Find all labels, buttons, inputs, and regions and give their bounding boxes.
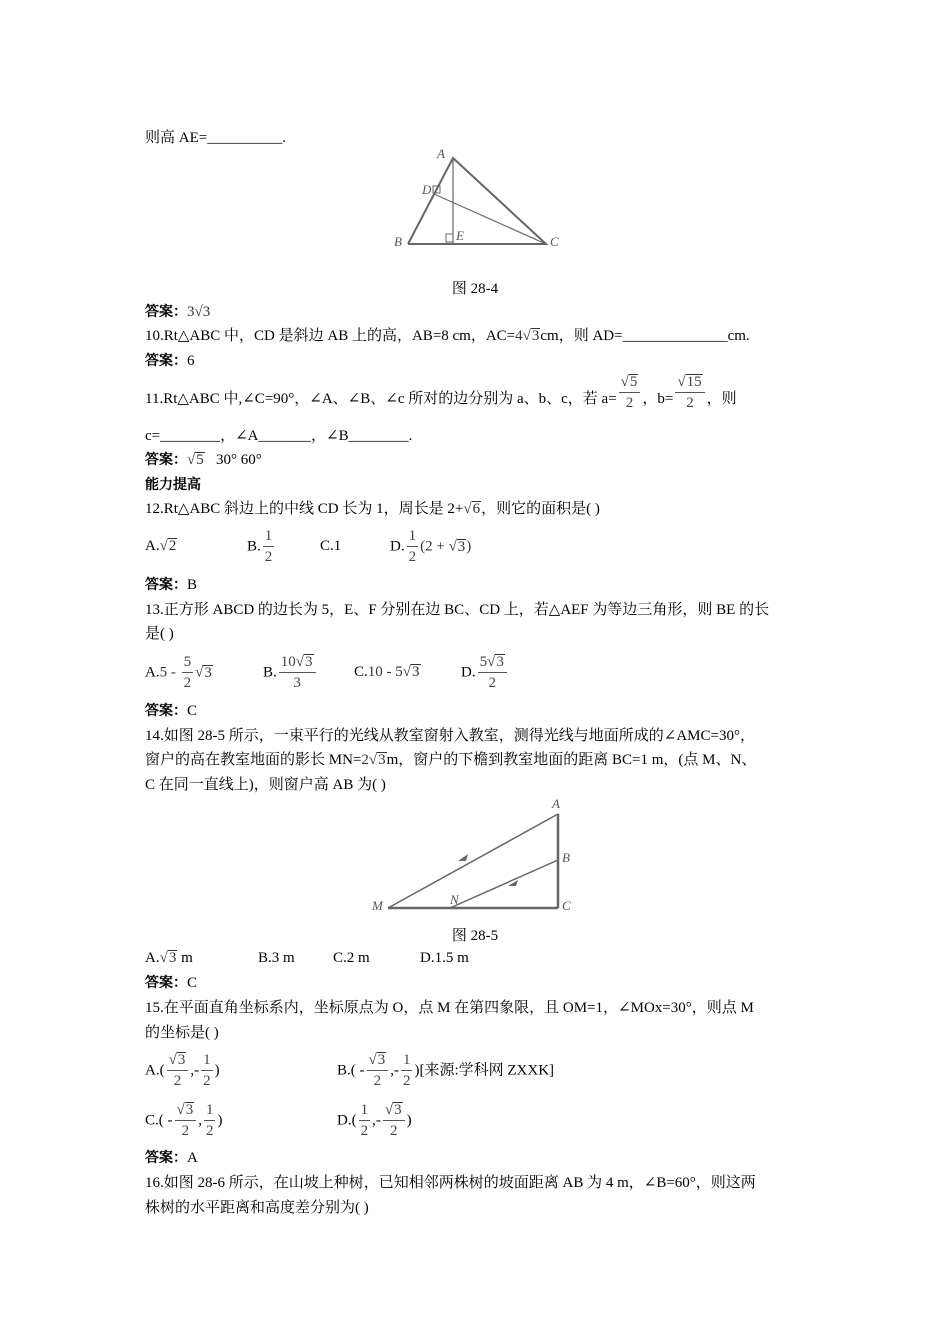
answer-label: 答案： — [145, 703, 187, 719]
question-15-cont: 的坐标是( ) — [145, 1025, 219, 1041]
q13-a-minus: - — [167, 664, 180, 681]
fig5-label-a: A — [552, 796, 560, 811]
fig4-label-d: D — [422, 182, 432, 197]
fig5-label-b: B — [562, 850, 570, 865]
figure-28-5 — [370, 792, 580, 918]
answer-10 — [145, 351, 195, 371]
q12-text: 12.Rt△ABC 斜边上的中线 CD 长为 1，周长是 2+ — [145, 501, 464, 517]
opt-label: A. — [145, 538, 160, 554]
question-13: 13.正方形 ABCD 的边长为 5，E、F 分别在边 BC、CD 上，若△AEF 为等边三角形，则 BE 的长 — [145, 602, 770, 618]
answer-label: 答案： — [145, 353, 187, 369]
q11-a-den: 2 — [625, 395, 634, 411]
q15-option-d[interactable]: D.( $\frac{1}{2}$ ,- $\frac{√3}{2}$ ) — [337, 1102, 412, 1139]
q12-option-a[interactable]: A.√2 — [145, 538, 177, 554]
question-16-cont: 株树的水平距离和高度差分别为( ) — [145, 1200, 369, 1216]
q12-d-radicand: 3 — [457, 539, 466, 555]
question-11: 11.Rt△ABC 中,∠C=90°，∠A、∠B、∠c 所对的边分别为 a、b、c，若 a= $\frac{√5}{2}$ ，b= $\frac{√15}{2}$ ，则 — [145, 374, 737, 411]
q15-c-den: 2 — [181, 1123, 190, 1139]
q12-d-close: ) — [466, 538, 472, 555]
answer-10-value: 6 — [187, 353, 195, 369]
q13-b-den: 3 — [293, 675, 301, 691]
q13-c-radicand: 3 — [412, 664, 420, 680]
q12-a-radicand: 2 — [168, 538, 177, 554]
q15-d-den: 2 — [360, 1123, 369, 1139]
question-10: 10.Rt△ABC 中，CD 是斜边 AB 上的高，AB=8 cm，AC=4√3cm，则 AD=______________cm. — [145, 328, 750, 344]
question-11-blanks: c=________，∠A_______，∠B________. — [145, 428, 413, 444]
q11-text-c: ，则 — [706, 390, 737, 407]
q12-d-expr: (2 + — [420, 538, 449, 555]
fig4-label-c: C — [550, 234, 559, 249]
q13-b-radicand: 3 — [305, 654, 313, 670]
q13-option-d[interactable]: D. $\frac{5√3}{2}$ — [461, 652, 509, 693]
q15-a-radicand: 3 — [177, 1052, 186, 1068]
section-heading: 能力提高 — [145, 477, 201, 493]
q12-option-b[interactable] — [247, 526, 276, 567]
q13-option-c[interactable]: C.10 - 5√3 — [354, 664, 420, 680]
answer-15 — [145, 1148, 198, 1168]
q15-d-radicand: 3 — [394, 1102, 402, 1118]
q13-a-den: 2 — [183, 675, 192, 691]
q13-c-coef: 5 — [395, 664, 403, 680]
answer-label: 答案： — [145, 1150, 187, 1166]
q15-option-b[interactable]: B.( - $\frac{√3}{2}$ ,- $\frac{1}{2}$ )[来源:学科网 ZXXK] — [337, 1052, 555, 1089]
q11-b-den: 2 — [686, 395, 694, 411]
q15-a-den2: 2 — [203, 1073, 211, 1089]
fig5-label-m: M — [372, 898, 383, 913]
q10-text: 10.Rt△ABC 中，CD 是斜边 AB 上的高，AB=8 cm，AC= — [145, 328, 516, 344]
q11-b-num: 15 — [686, 374, 702, 390]
answer-9 — [145, 302, 210, 322]
q15-b-num2: 1 — [401, 1050, 413, 1071]
opt-label: A. — [145, 950, 160, 966]
q13-d-radicand: 3 — [496, 654, 504, 670]
q12-radicand: 6 — [472, 501, 481, 517]
opt-label: B. — [247, 538, 261, 555]
answer-14 — [145, 973, 197, 993]
q13-option-b[interactable]: B. $\frac{10√3}{3}$ — [263, 652, 318, 693]
answer-15-value: A — [187, 1150, 198, 1166]
q14-option-d[interactable]: D.1.5 m — [420, 950, 469, 966]
q13-a-five: 5 — [159, 664, 168, 681]
q15-d-num: 1 — [359, 1100, 371, 1121]
q14-text-b2: m，窗户的下檐到教室地面的距离 BC=1 m，(点 M、N、 — [386, 752, 757, 768]
question-16: 16.如图 28-6 所示，在山坡上种树，已知相邻两株树的坡面距离 AB 为 4 m，∠B=60°，则这两 — [145, 1175, 756, 1191]
q14-a-radicand: 3 — [168, 950, 177, 966]
answer-13 — [145, 701, 197, 721]
q10-text-b: cm，则 AD=______________cm. — [540, 328, 750, 344]
fig5-label-c: C — [562, 898, 571, 913]
q14-option-b[interactable]: B.3 m — [258, 950, 295, 966]
q15-b-den2: 2 — [402, 1073, 411, 1089]
q13-option-a[interactable]: A.5 - $\frac{5}{2}$ √3 — [145, 654, 212, 691]
q14-text-b1: 窗户的高在教室地面的影长 MN= — [145, 752, 362, 768]
q13-d-coef: 5 — [479, 654, 488, 670]
q13-d-den: 2 — [488, 675, 496, 691]
answer-9-value: 3√3 — [187, 304, 211, 320]
q13-c-expr: 10 - — [367, 664, 396, 680]
question-15: 15.在平面直角坐标系内，坐标原点为 O，点 M 在第四象限，且 OM=1，∠MOx=30°，则点 M — [145, 1000, 754, 1016]
answer-12-value: B — [187, 577, 198, 593]
question-14: 14.如图 28-5 所示，一束平行的光线从教室窗射入教室，测得光线与地面所成的∠AMC=30°， — [145, 728, 755, 744]
fig5-label-n: N — [450, 892, 459, 907]
q12-b-num: 1 — [263, 526, 275, 547]
fig4-label-b: B — [394, 234, 402, 249]
q15-option-c[interactable]: C.( - $\frac{√3}{2}$ , $\frac{1}{2}$ ) — [145, 1102, 223, 1139]
q13-a-num: 5 — [182, 652, 194, 673]
answer-label: 答案： — [145, 975, 187, 991]
answer-label: 答案： — [145, 452, 187, 468]
figure-28-4-caption: 图 28-4 — [451, 281, 499, 297]
q10-coef: 4 — [515, 328, 523, 344]
q13-b-coef: 10 — [280, 654, 296, 670]
q12-b-den: 2 — [264, 549, 273, 565]
q13-a-radicand: 3 — [204, 665, 212, 681]
answer-11-angles: 30° 60° — [215, 452, 262, 468]
q12-d-num: 1 — [407, 526, 419, 547]
q15-c-num2: 1 — [204, 1100, 216, 1121]
q14-option-c[interactable]: C.2 m — [333, 950, 370, 966]
answer-13-value: C — [187, 703, 198, 719]
question-14-cont: 窗户的高在教室地面的影长 MN=2√3m，窗户的下檐到教室地面的距离 BC=1 m，(点 M、N、 — [145, 752, 757, 768]
question-14-cont2: C 在同一直线上)，则窗户高 AB 为( ) — [145, 777, 386, 793]
figure-28-4 — [388, 146, 568, 252]
answer-11: 答案：√5 30° 60° — [145, 452, 262, 468]
q12-d-den: 2 — [408, 549, 417, 565]
figure-28-5-caption: 图 28-5 — [451, 928, 499, 944]
q10-radicand: 3 — [531, 328, 540, 344]
question-9-tail: 则高 AE=__________. — [145, 130, 286, 146]
q12-option-d[interactable]: D. $\frac{1}{2}$ (2 + √3) — [390, 528, 472, 565]
q11-a-num: 5 — [629, 374, 638, 390]
question-12: 12.Rt△ABC 斜边上的中线 CD 长为 1，周长是 2+√6，则它的面积是( ) — [145, 501, 600, 517]
source-note: [来源:学科网 ZXXK] — [419, 1062, 555, 1079]
q14-option-a[interactable]: A.√3 m — [145, 950, 193, 966]
q11-text-b: ，b= — [642, 390, 674, 407]
q15-c-den2: 2 — [205, 1123, 214, 1139]
q12-option-c[interactable]: C.1 — [320, 538, 342, 554]
answer-14-value: C — [187, 975, 198, 991]
answer-12 — [145, 575, 197, 595]
q15-d-den2: 2 — [389, 1123, 398, 1139]
q15-b-den: 2 — [373, 1073, 382, 1089]
q11-text: 11.Rt△ABC 中,∠C=90°，∠A、∠B、∠c 所对的边分别为 a、b、c，若 a= — [145, 390, 617, 407]
answer-11-radicand: 5 — [196, 452, 204, 468]
opt-label: D. — [390, 538, 405, 555]
q15-c-radicand: 3 — [185, 1102, 194, 1118]
answer-label: 答案： — [145, 304, 187, 320]
question-13-cont: 是( ) — [145, 626, 174, 642]
answer-label: 答案： — [145, 577, 187, 593]
q12-text-b: ，则它的面积是( ) — [481, 501, 600, 517]
q14-a-unit: m — [181, 950, 193, 966]
q15-a-den: 2 — [173, 1073, 182, 1089]
q14-radicand: 3 — [378, 752, 386, 768]
q15-option-a[interactable]: A.( $\frac{√3}{2}$ ,- $\frac{1}{2}$ ) — [145, 1052, 220, 1089]
q15-a-num2: 1 — [201, 1050, 213, 1071]
q14-coef: 2 — [361, 752, 369, 768]
fig4-label-a: A — [437, 146, 445, 161]
fig4-label-e: E — [456, 228, 464, 243]
q15-b-radicand: 3 — [377, 1052, 386, 1068]
